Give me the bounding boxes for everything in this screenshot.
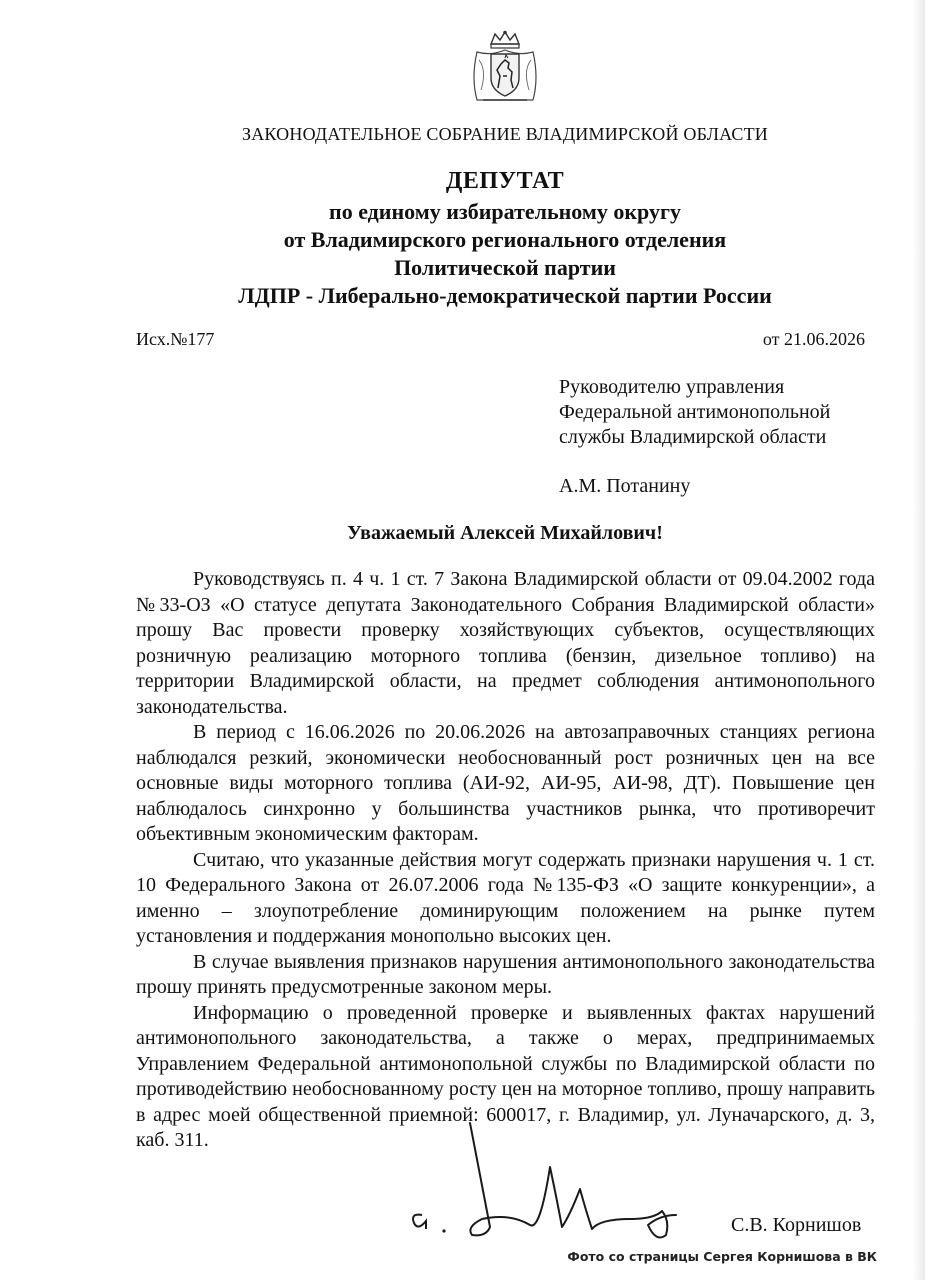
coat-of-arms-icon xyxy=(467,30,543,104)
body-paragraph: В случае выявления признаков нарушения антимонопольного законодательства прошу принять предусмотренные законом меры. xyxy=(136,950,875,998)
body-paragraph: Информацию о проведенной проверке и выявленных фактах нарушений антимонопольного законодательства, а также о мерах, предпринимаемых Управлением Федеральной антимонопольной службы по Владимирской области по противодействию необоснованному росту цен на моторное топливо, прошу направить в адрес моей общественной приемной: 600017, г. Владимир, ул. Луначарского, д. 3, каб. 311. xyxy=(136,1001,875,1151)
addressee-name: А.М. Потанину xyxy=(559,475,691,497)
addressee-line: службы Владимирской области xyxy=(559,426,827,448)
deputy-title-line: ЛДПР - Либерально-демократической партии России xyxy=(238,283,772,308)
letter-date: от 21.06.2026 xyxy=(762,329,865,349)
deputy-title: ДЕПУТАТ xyxy=(445,168,565,194)
body-paragraph: В период с 16.06.2026 по 20.06.2026 на автозаправочных станциях региона наблюдался резкий, экономически необоснованный рост розничных цен на все основные виды моторного топлива (АИ-92, АИ-95, АИ-98, ДТ). Повышение цен наблюдалось синхронно у большинства участников рынка, что противоречит объективным экономическим факторам. xyxy=(136,721,875,845)
body-paragraph: Руководствуясь п. 4 ч. 1 ст. 7 Закона Владимирской области от 09.04.2002 года №33-ОЗ «О статусе депутата Законодательного Собрания Владимирской области» прошу Вас провести проверку хозяйствующих субъектов, осуществляющих розничную реализацию моторного топлива (бензин, дизельное топливо) на территории Владимирской области, на предмет соблюдения антимонопольного законодательства. xyxy=(136,568,875,718)
outgoing-number: Исх.№177 xyxy=(136,329,215,349)
deputy-title-line: Политической партии xyxy=(394,255,616,280)
addressee-line: Федеральной антимонопольной xyxy=(559,401,831,423)
signer-name: С.В. Корнишов xyxy=(731,1214,862,1236)
greeting: Уважаемый Алексей Михайлович! xyxy=(347,522,663,544)
deputy-title-line: от Владимирского регионального отделения xyxy=(283,227,727,252)
photo-caption: Фото со страницы Сергея Корнишова в ВК xyxy=(567,1249,877,1264)
body-paragraph: Считаю, что указанные действия могут содержать признаки нарушения ч. 1 ст. 10 Федерального Закона от 26.07.2006 года №135-ФЗ «О защите конкуренции», а именно – злоупотребление доминирующим положением на рынке путем установления и поддержания монопольно высоких цен. xyxy=(136,848,875,947)
organization-name: ЗАКОНОДАТЕЛЬНОЕ СОБРАНИЕ ВЛАДИМИРСКОЙ ОБЛАСТИ xyxy=(242,124,768,144)
signature-icon xyxy=(400,1115,690,1255)
addressee-line: Руководителю управления xyxy=(559,376,785,398)
letter-body xyxy=(136,567,875,1154)
deputy-title-line: по единому избирательному округу xyxy=(329,199,681,224)
